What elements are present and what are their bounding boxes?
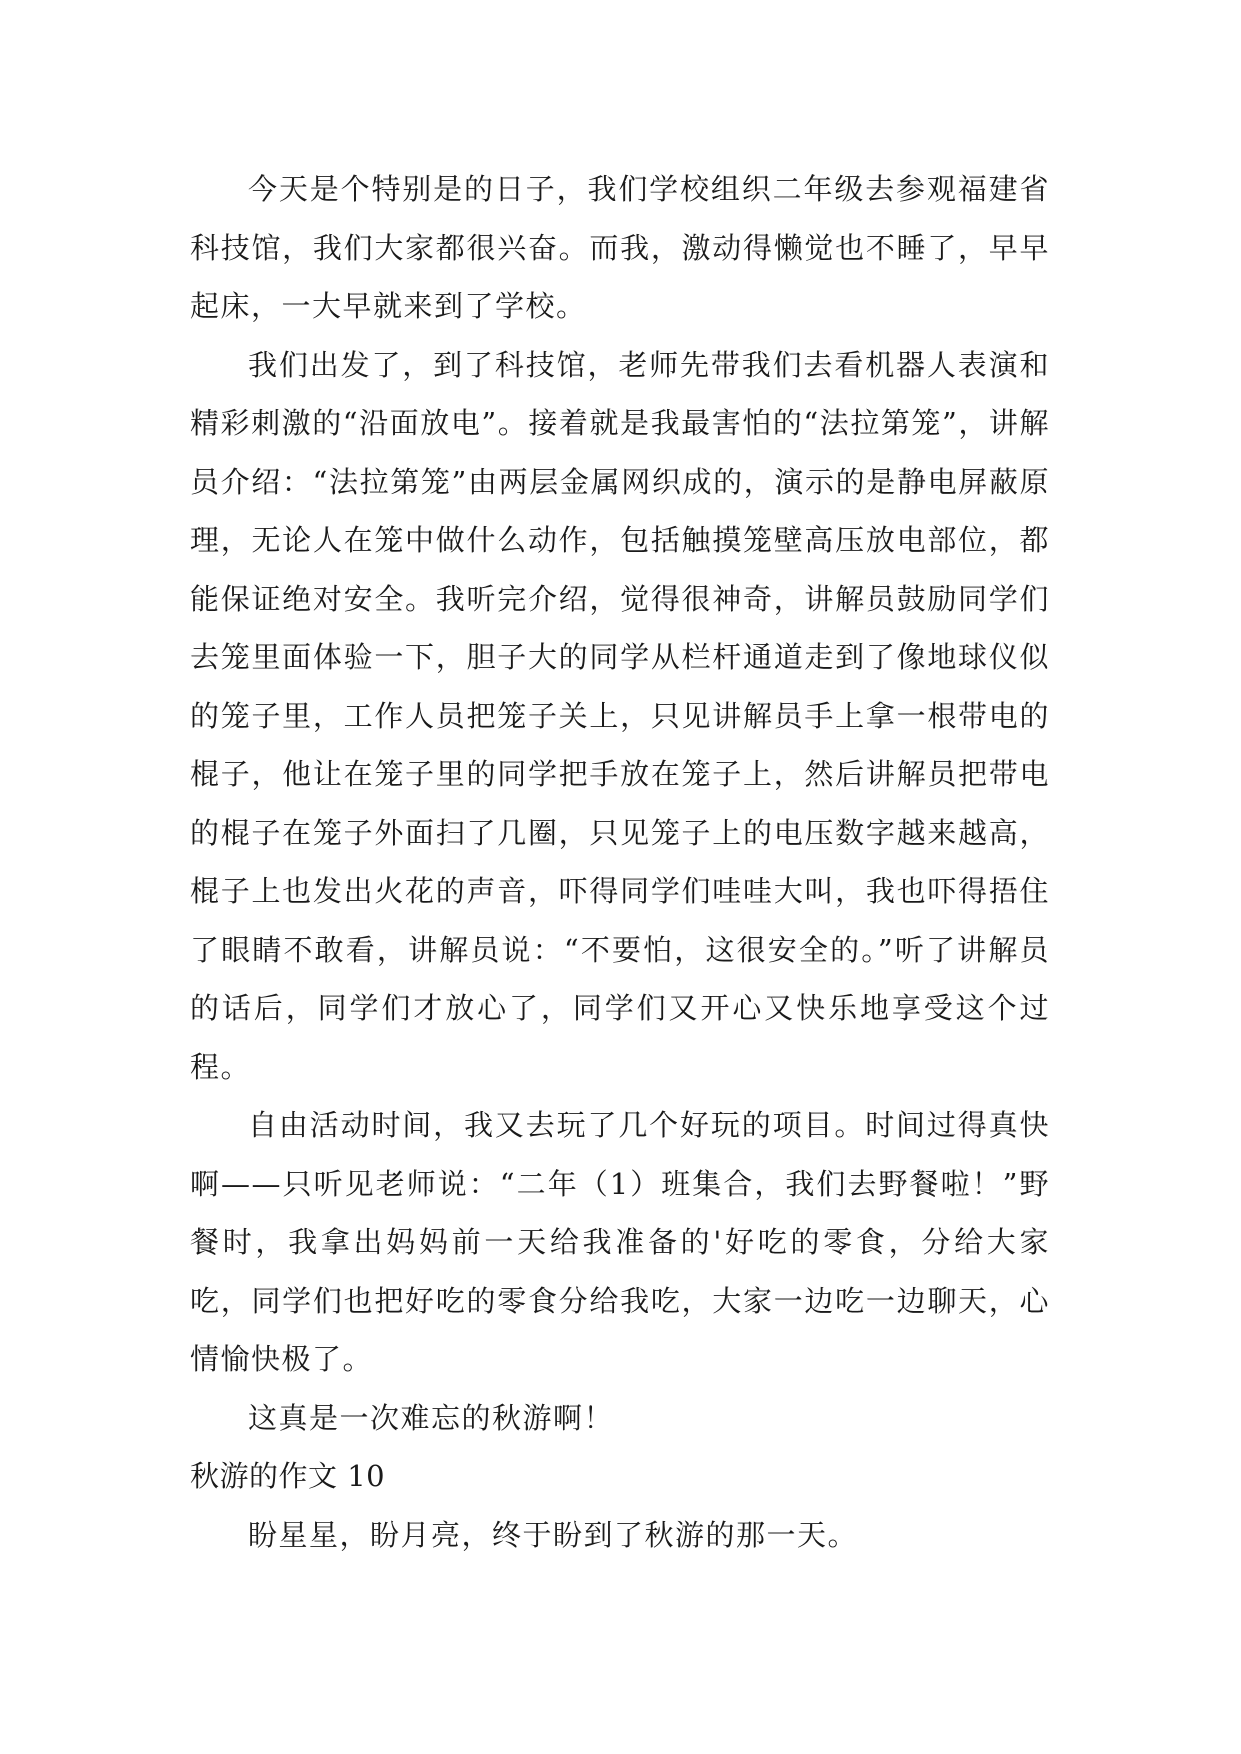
paragraph-conclusion: 这真是一次难忘的秋游啊！ [248, 1400, 615, 1435]
document-body [190, 160, 1050, 1564]
essay-heading: 秋游的作文 10 [190, 1459, 386, 1493]
paragraph-next-essay-opening: 盼星星，盼月亮，终于盼到了秋游的那一天。 [248, 1517, 859, 1552]
paragraph-faraday-cage: 我们出发了，到了科技馆，老师先带我们去看机器人表演和精彩刺激的“沿面放电”。接着就是我最害怕的“法拉第笼”，讲解员介绍：“法拉第笼”由两层金属网织成的，演示的是静电屏蔽原理，无论人在笼中做什么动作，包括触摸笼壁高压放电部位，都能保证绝对安全。我听完介绍，觉得很神奇，讲解员鼓励同学们去笼里面体验一下，胆子大的同学从栏杆通道走到了像地球仪似的笼子里，工作人员把笼子关上，只见讲解员手上拿一根带电的棍子，他让在笼子里的同学把手放在笼子上，然后讲解员把带电的棍子在笼子外面扫了几圈，只见笼子上的电压数字越来越高，棍子上也发出火花的声音，吓得同学们哇哇大叫，我也吓得捂住了眼睛不敢看，讲解员说：“不要怕，这很安全的。”听了讲解员的话后，同学们才放心了，同学们又开心又快乐地享受这个过程。 [190, 347, 1050, 1084]
paragraph-picnic: 自由活动时间，我又去玩了几个好玩的项目。时间过得真快啊——只听见老师说：“二年（1）班集合，我们去野餐啦！”野餐时，我拿出妈妈前一天给我准备的'好吃的零食，分给大家吃，同学们也把好吃的零食分给我吃，大家一边吃一边聊天，心情愉快极了。 [190, 1108, 1050, 1376]
paragraph-arrival: 今天是个特别是的日子，我们学校组织二年级去参观福建省科技馆，我们大家都很兴奋。而我，激动得懒觉也不睡了，早早起床，一大早就来到了学校。 [190, 172, 1050, 323]
